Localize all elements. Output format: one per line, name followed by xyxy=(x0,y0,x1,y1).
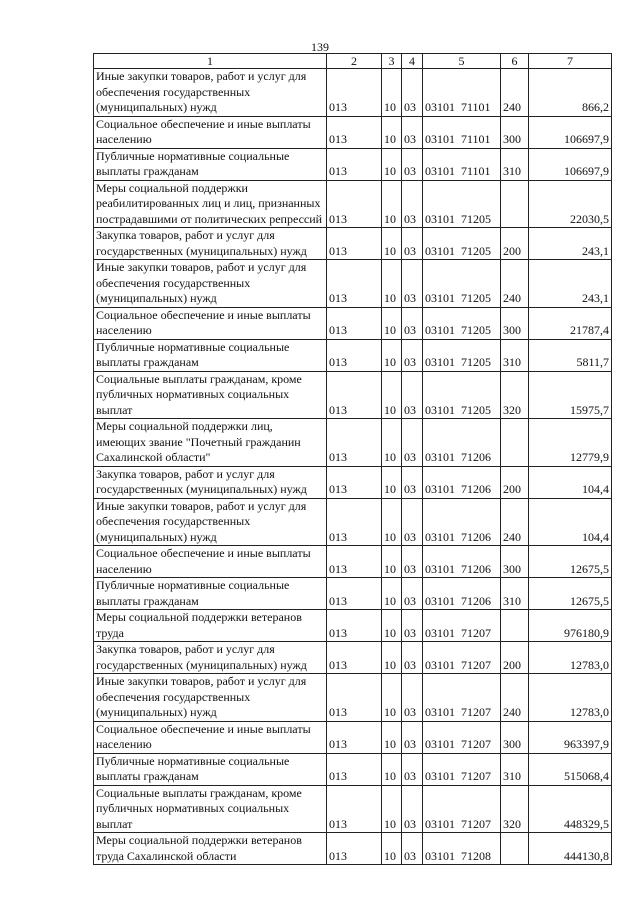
section-cell: 10 xyxy=(382,785,402,833)
expense-type-cell: 310 xyxy=(501,339,529,371)
table-row xyxy=(94,642,612,674)
amount-cell: 12675,5 xyxy=(529,578,612,610)
amount-cell: 5811,7 xyxy=(529,339,612,371)
expense-type-cell: 240 xyxy=(501,69,529,117)
item-name-cell: Публичные нормативные социальные выплаты гражданам xyxy=(94,578,327,610)
section-cell: 10 xyxy=(382,228,402,260)
section-cell: 10 xyxy=(382,371,402,419)
table-row xyxy=(94,546,612,578)
section-cell: 10 xyxy=(382,180,402,228)
ministry-code-cell: 013 xyxy=(327,785,382,833)
table-row xyxy=(94,674,612,722)
subsection-cell: 03 xyxy=(402,674,423,722)
target-article-cell: 03101 71206 xyxy=(423,578,501,610)
ministry-code-cell: 013 xyxy=(327,116,382,148)
section-cell: 10 xyxy=(382,419,402,467)
item-name-cell: Иные закупки товаров, работ и услуг для обеспечения государственных (муниципальных) нужд xyxy=(94,260,327,308)
table-row xyxy=(94,721,612,753)
target-article-cell: 03101 71205 xyxy=(423,339,501,371)
item-name-cell: Закупка товаров, работ и услуг для государственных (муниципальных) нужд xyxy=(94,466,327,498)
expense-type-cell: 320 xyxy=(501,785,529,833)
section-cell: 10 xyxy=(382,260,402,308)
ministry-code-cell: 013 xyxy=(327,228,382,260)
table-row xyxy=(94,307,612,339)
item-name-cell: Социальное обеспечение и иные выплаты населению xyxy=(94,721,327,753)
target-article-cell: 03101 71205 xyxy=(423,180,501,228)
expense-type-cell: 310 xyxy=(501,753,529,785)
header-row xyxy=(94,54,612,69)
subsection-cell: 03 xyxy=(402,371,423,419)
amount-cell: 12675,5 xyxy=(529,546,612,578)
ministry-code-cell: 013 xyxy=(327,498,382,546)
amount-cell: 12783,0 xyxy=(529,674,612,722)
expense-type-cell: 240 xyxy=(501,674,529,722)
ministry-code-cell: 013 xyxy=(327,546,382,578)
expense-type-cell xyxy=(501,833,529,865)
target-article-cell: 03101 71206 xyxy=(423,466,501,498)
section-cell: 10 xyxy=(382,339,402,371)
item-name-cell: Иные закупки товаров, работ и услуг для обеспечения государственных (муниципальных) нужд xyxy=(94,498,327,546)
table-row xyxy=(94,228,612,260)
expense-type-cell: 240 xyxy=(501,260,529,308)
item-name-cell: Закупка товаров, работ и услуг для государственных (муниципальных) нужд xyxy=(94,228,327,260)
subsection-cell: 03 xyxy=(402,546,423,578)
section-cell: 10 xyxy=(382,578,402,610)
ministry-code-cell: 013 xyxy=(327,148,382,180)
item-name-cell: Меры социальной поддержки лиц, имеющих звание "Почетный гражданин Сахалинской области" xyxy=(94,419,327,467)
header-cell: 6 xyxy=(501,54,529,69)
ministry-code-cell: 013 xyxy=(327,642,382,674)
amount-cell: 243,1 xyxy=(529,228,612,260)
ministry-code-cell: 013 xyxy=(327,578,382,610)
section-cell: 10 xyxy=(382,833,402,865)
expense-type-cell: 310 xyxy=(501,148,529,180)
ministry-code-cell: 013 xyxy=(327,339,382,371)
expense-type-cell: 200 xyxy=(501,228,529,260)
expense-type-cell: 200 xyxy=(501,642,529,674)
target-article-cell: 03101 71205 xyxy=(423,371,501,419)
table-row xyxy=(94,610,612,642)
item-name-cell: Социальное обеспечение и иные выплаты населению xyxy=(94,116,327,148)
subsection-cell: 03 xyxy=(402,307,423,339)
amount-cell: 12783,0 xyxy=(529,642,612,674)
target-article-cell: 03101 71207 xyxy=(423,642,501,674)
expense-type-cell xyxy=(501,180,529,228)
expense-type-cell: 300 xyxy=(501,546,529,578)
amount-cell: 866,2 xyxy=(529,69,612,117)
amount-cell: 448329,5 xyxy=(529,785,612,833)
amount-cell: 22030,5 xyxy=(529,180,612,228)
table-row xyxy=(94,339,612,371)
table-row xyxy=(94,785,612,833)
expense-type-cell xyxy=(501,610,529,642)
subsection-cell: 03 xyxy=(402,753,423,785)
item-name-cell: Закупка товаров, работ и услуг для государственных (муниципальных) нужд xyxy=(94,642,327,674)
table-row xyxy=(94,833,612,865)
ministry-code-cell: 013 xyxy=(327,69,382,117)
target-article-cell: 03101 71207 xyxy=(423,610,501,642)
ministry-code-cell: 013 xyxy=(327,307,382,339)
target-article-cell: 03101 71206 xyxy=(423,419,501,467)
header-cell: 4 xyxy=(402,54,423,69)
table-row xyxy=(94,466,612,498)
ministry-code-cell: 013 xyxy=(327,610,382,642)
header-cell: 1 xyxy=(94,54,327,69)
ministry-code-cell: 013 xyxy=(327,260,382,308)
section-cell: 10 xyxy=(382,466,402,498)
header-cell: 3 xyxy=(382,54,402,69)
section-cell: 10 xyxy=(382,674,402,722)
section-cell: 10 xyxy=(382,642,402,674)
subsection-cell: 03 xyxy=(402,610,423,642)
expense-type-cell: 300 xyxy=(501,721,529,753)
table-row xyxy=(94,498,612,546)
item-name-cell: Публичные нормативные социальные выплаты гражданам xyxy=(94,148,327,180)
subsection-cell: 03 xyxy=(402,498,423,546)
ministry-code-cell: 013 xyxy=(327,833,382,865)
amount-cell: 243,1 xyxy=(529,260,612,308)
table-row xyxy=(94,371,612,419)
target-article-cell: 03101 71205 xyxy=(423,260,501,308)
target-article-cell: 03101 71207 xyxy=(423,721,501,753)
item-name-cell: Иные закупки товаров, работ и услуг для обеспечения государственных (муниципальных) нужд xyxy=(94,69,327,117)
item-name-cell: Социальное обеспечение и иные выплаты населению xyxy=(94,546,327,578)
amount-cell: 976180,9 xyxy=(529,610,612,642)
amount-cell: 104,4 xyxy=(529,498,612,546)
subsection-cell: 03 xyxy=(402,833,423,865)
ministry-code-cell: 013 xyxy=(327,419,382,467)
section-cell: 10 xyxy=(382,116,402,148)
table-row xyxy=(94,180,612,228)
table-row xyxy=(94,753,612,785)
item-name-cell: Иные закупки товаров, работ и услуг для обеспечения государственных (муниципальных) нужд xyxy=(94,674,327,722)
table-row xyxy=(94,419,612,467)
section-cell: 10 xyxy=(382,498,402,546)
target-article-cell: 03101 71101 xyxy=(423,148,501,180)
target-article-cell: 03101 71101 xyxy=(423,69,501,117)
amount-cell: 106697,9 xyxy=(529,116,612,148)
ministry-code-cell: 013 xyxy=(327,180,382,228)
target-article-cell: 03101 71205 xyxy=(423,228,501,260)
section-cell: 10 xyxy=(382,753,402,785)
subsection-cell: 03 xyxy=(402,785,423,833)
target-article-cell: 03101 71207 xyxy=(423,785,501,833)
amount-cell: 21787,4 xyxy=(529,307,612,339)
ministry-code-cell: 013 xyxy=(327,371,382,419)
section-cell: 10 xyxy=(382,148,402,180)
target-article-cell: 03101 71207 xyxy=(423,753,501,785)
target-article-cell: 03101 71205 xyxy=(423,307,501,339)
subsection-cell: 03 xyxy=(402,228,423,260)
page-number: 139 xyxy=(311,40,329,54)
subsection-cell: 03 xyxy=(402,260,423,308)
subsection-cell: 03 xyxy=(402,339,423,371)
table-row xyxy=(94,260,612,308)
subsection-cell: 03 xyxy=(402,721,423,753)
subsection-cell: 03 xyxy=(402,116,423,148)
amount-cell: 15975,7 xyxy=(529,371,612,419)
ministry-code-cell: 013 xyxy=(327,674,382,722)
target-article-cell: 03101 71101 xyxy=(423,116,501,148)
section-cell: 10 xyxy=(382,307,402,339)
table-row xyxy=(94,578,612,610)
section-cell: 10 xyxy=(382,721,402,753)
target-article-cell: 03101 71206 xyxy=(423,546,501,578)
amount-cell: 106697,9 xyxy=(529,148,612,180)
item-name-cell: Меры социальной поддержки ветеранов труда xyxy=(94,610,327,642)
subsection-cell: 03 xyxy=(402,578,423,610)
ministry-code-cell: 013 xyxy=(327,466,382,498)
target-article-cell: 03101 71206 xyxy=(423,498,501,546)
item-name-cell: Социальные выплаты гражданам, кроме публичных нормативных социальных выплат xyxy=(94,785,327,833)
item-name-cell: Меры социальной поддержки реабилитированных лиц и лиц, признанных пострадавшими от политических репрессий xyxy=(94,180,327,228)
expense-type-cell: 200 xyxy=(501,466,529,498)
expense-type-cell: 300 xyxy=(501,116,529,148)
table-row xyxy=(94,69,612,117)
item-name-cell: Публичные нормативные социальные выплаты гражданам xyxy=(94,753,327,785)
budget-table xyxy=(93,53,612,865)
amount-cell: 444130,8 xyxy=(529,833,612,865)
amount-cell: 12779,9 xyxy=(529,419,612,467)
target-article-cell: 03101 71208 xyxy=(423,833,501,865)
amount-cell: 104,4 xyxy=(529,466,612,498)
header-cell: 7 xyxy=(529,54,612,69)
expense-type-cell: 310 xyxy=(501,578,529,610)
expense-type-cell: 240 xyxy=(501,498,529,546)
amount-cell: 515068,4 xyxy=(529,753,612,785)
table-row xyxy=(94,116,612,148)
section-cell: 10 xyxy=(382,69,402,117)
item-name-cell: Меры социальной поддержки ветеранов труда Сахалинской области xyxy=(94,833,327,865)
ministry-code-cell: 013 xyxy=(327,753,382,785)
ministry-code-cell: 013 xyxy=(327,721,382,753)
item-name-cell: Социальное обеспечение и иные выплаты населению xyxy=(94,307,327,339)
header-cell: 5 xyxy=(423,54,501,69)
item-name-cell: Публичные нормативные социальные выплаты гражданам xyxy=(94,339,327,371)
subsection-cell: 03 xyxy=(402,419,423,467)
table-row xyxy=(94,148,612,180)
header-cell: 2 xyxy=(327,54,382,69)
section-cell: 10 xyxy=(382,610,402,642)
expense-type-cell: 320 xyxy=(501,371,529,419)
section-cell: 10 xyxy=(382,546,402,578)
amount-cell: 963397,9 xyxy=(529,721,612,753)
item-name-cell: Социальные выплаты гражданам, кроме публичных нормативных социальных выплат xyxy=(94,371,327,419)
subsection-cell: 03 xyxy=(402,180,423,228)
subsection-cell: 03 xyxy=(402,642,423,674)
subsection-cell: 03 xyxy=(402,466,423,498)
subsection-cell: 03 xyxy=(402,148,423,180)
expense-type-cell xyxy=(501,419,529,467)
expense-type-cell: 300 xyxy=(501,307,529,339)
subsection-cell: 03 xyxy=(402,69,423,117)
target-article-cell: 03101 71207 xyxy=(423,674,501,722)
